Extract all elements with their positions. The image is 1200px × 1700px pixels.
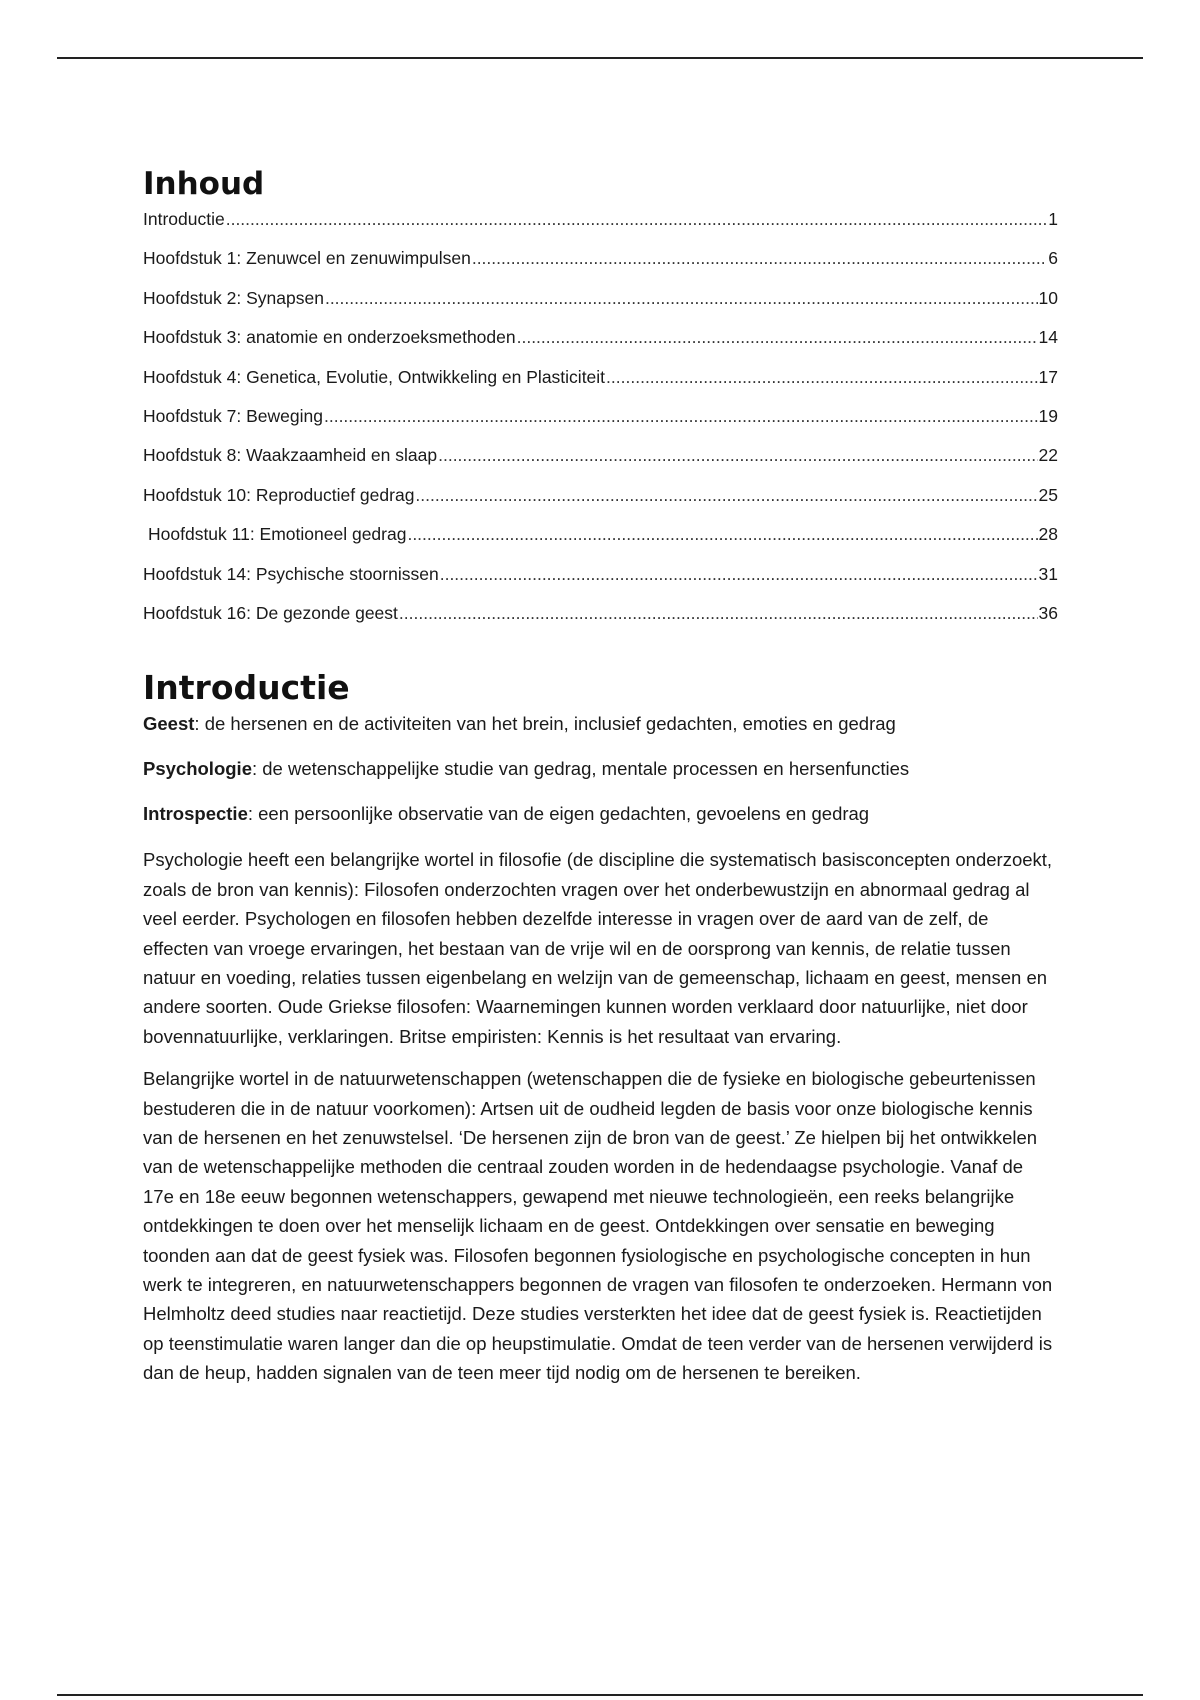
toc-heading: Inhoud bbox=[143, 166, 265, 202]
definition-term: Geest bbox=[143, 713, 195, 735]
toc-entry-page: 25 bbox=[1038, 484, 1058, 505]
definition-text: : de wetenschappelijke studie van gedrag, mentale processen en hersenfuncties bbox=[251, 758, 910, 780]
toc-entry-page: 28 bbox=[1038, 524, 1058, 545]
table-of-contents bbox=[143, 209, 1058, 642]
toc-entry-page: 6 bbox=[1048, 248, 1058, 269]
toc-entry-page: 36 bbox=[1038, 602, 1058, 623]
toc-leader-dots bbox=[325, 288, 1038, 309]
toc-leader-dots bbox=[399, 603, 1038, 624]
body-paragraph: Belangrijke wortel in de natuurwetenschappen (wetenschappen die de fysieke en biologische gebeurtenissen bestuderen die in de natuur voorkomen): Artsen uit de oudheid legden de basis voor onze biologische kennis van de hersenen en het zenuwstelsel. ‘De hersenen zijn de bron van de geest.’ Ze hielpen bij het ontwikkelen van de wetenschappelijke methoden die centraal zouden worden in de hedendaagse psychologie. Vanaf de 17e en 18e eeuw begonnen wetenschappers, gewapend met nieuwe technologieën, een reeks belangrijke ontdekkingen te doen over het menselijk lichaam en de geest. Ontdekkingen over sensatie en beweging toonden aan dat de geest fysiek was. Filosofen begonnen fysiologische en psychologische concepten in hun werk te integreren, en natuurwetenschappers begonnen de vragen van filosofen te onderzoeken. Hermann von Helmholtz deed studies naar reactietijd. Deze studies versterkten het idee dat de geest fysiek is. Reactietijden op teenstimulatie waren langer dan die op heupstimulatie. Omdat de teen verder van de hersenen verwijderd is dan de heup, hadden signalen van de teen meer tijd nodig om de hersenen te bereiken. bbox=[143, 1068, 1053, 1384]
toc-leader-dots bbox=[472, 248, 1047, 269]
toc-entry-title: Hoofdstuk 3: anatomie en onderzoeksmethoden bbox=[143, 327, 516, 348]
toc-entry[interactable] bbox=[143, 603, 1058, 642]
footer-rule bbox=[57, 1694, 1143, 1696]
toc-leader-dots bbox=[440, 564, 1038, 585]
toc-entry-title: Hoofdstuk 11: Emotioneel gedrag bbox=[148, 524, 407, 545]
toc-entry-title: Hoofdstuk 8: Waakzaamheid en slaap bbox=[143, 445, 438, 466]
document-page bbox=[143, 160, 1058, 1401]
toc-leader-dots bbox=[324, 406, 1038, 427]
definition-text: : een persoonlijke observatie van de eigen gedachten, gevoelens en gedrag bbox=[247, 803, 870, 825]
toc-entry[interactable] bbox=[143, 248, 1058, 287]
toc-entry-page: 22 bbox=[1038, 445, 1058, 466]
toc-entry[interactable] bbox=[143, 367, 1058, 406]
toc-entry-title: Hoofdstuk 16: De gezonde geest bbox=[143, 602, 398, 623]
toc-entry[interactable] bbox=[143, 564, 1058, 603]
toc-entry-page: 19 bbox=[1038, 405, 1058, 426]
toc-leader-dots bbox=[415, 485, 1037, 506]
definition bbox=[143, 710, 1058, 738]
definition bbox=[143, 800, 1058, 828]
toc-entry[interactable] bbox=[143, 209, 1058, 248]
toc-leader-dots bbox=[606, 367, 1037, 388]
toc-leader-dots bbox=[517, 327, 1038, 348]
toc-entry-title: Hoofdstuk 1: Zenuwcel en zenuwimpulsen bbox=[143, 248, 471, 269]
body-paragraph: Psychologie heeft een belangrijke wortel in filosofie (de discipline die systematisch basisconcepten onderzoekt, zoals de bron van kennis): Filosofen onderzochten vragen over het onderbewustzijn en abnormaal gedrag al veel eerder. Psychologen en filosofen hebben dezelfde interesse in vragen over de aard van de zelf, de effecten van vroege ervaringen, het bestaan van de vrije wil en de oorsprong van kennis, de relatie tussen natuur en voeding, relaties tussen eigenbelang en welzijn van de gemeenschap, lichaam en geest, mensen en andere soorten. Oude Griekse filosofen: Waarnemingen kunnen worden verklaard door natuurlijke, niet door bovennatuurlijke, verklaringen. Britse empiristen: Kennis is het resultaat van ervaring. bbox=[143, 849, 1053, 1047]
toc-entry-title: Introductie bbox=[143, 209, 225, 229]
toc-entry[interactable] bbox=[143, 524, 1058, 563]
definition-text: : de hersenen en de activiteiten van het brein, inclusief gedachten, emoties en gedrag bbox=[194, 713, 896, 735]
section-heading: Introductie bbox=[143, 668, 350, 708]
toc-entry[interactable] bbox=[143, 406, 1058, 445]
toc-leader-dots bbox=[438, 445, 1037, 466]
toc-entry-title: Hoofdstuk 14: Psychische stoornissen bbox=[143, 563, 439, 584]
toc-entry-page: 1 bbox=[1048, 209, 1058, 229]
toc-entry[interactable] bbox=[143, 288, 1058, 327]
toc-leader-dots bbox=[226, 209, 1048, 230]
toc-entry[interactable] bbox=[143, 485, 1058, 524]
toc-entry-page: 31 bbox=[1038, 563, 1058, 584]
toc-leader-dots bbox=[407, 524, 1037, 545]
toc-entry[interactable] bbox=[143, 327, 1058, 366]
toc-entry[interactable] bbox=[143, 445, 1058, 484]
definition-term: Psychologie bbox=[143, 758, 252, 780]
toc-entry-title: Hoofdstuk 10: Reproductief gedrag bbox=[143, 484, 415, 505]
toc-entry-page: 17 bbox=[1038, 366, 1058, 387]
definition-term: Introspectie bbox=[143, 803, 248, 825]
toc-entry-page: 14 bbox=[1038, 327, 1058, 348]
toc-entry-title: Hoofdstuk 2: Synapsen bbox=[143, 287, 324, 308]
toc-entry-page: 10 bbox=[1038, 287, 1058, 308]
toc-entry-title: Hoofdstuk 7: Beweging bbox=[143, 405, 323, 426]
header-rule bbox=[57, 57, 1143, 59]
toc-entry-title: Hoofdstuk 4: Genetica, Evolutie, Ontwikkeling en Plasticiteit bbox=[143, 366, 606, 387]
definition bbox=[143, 755, 1058, 783]
